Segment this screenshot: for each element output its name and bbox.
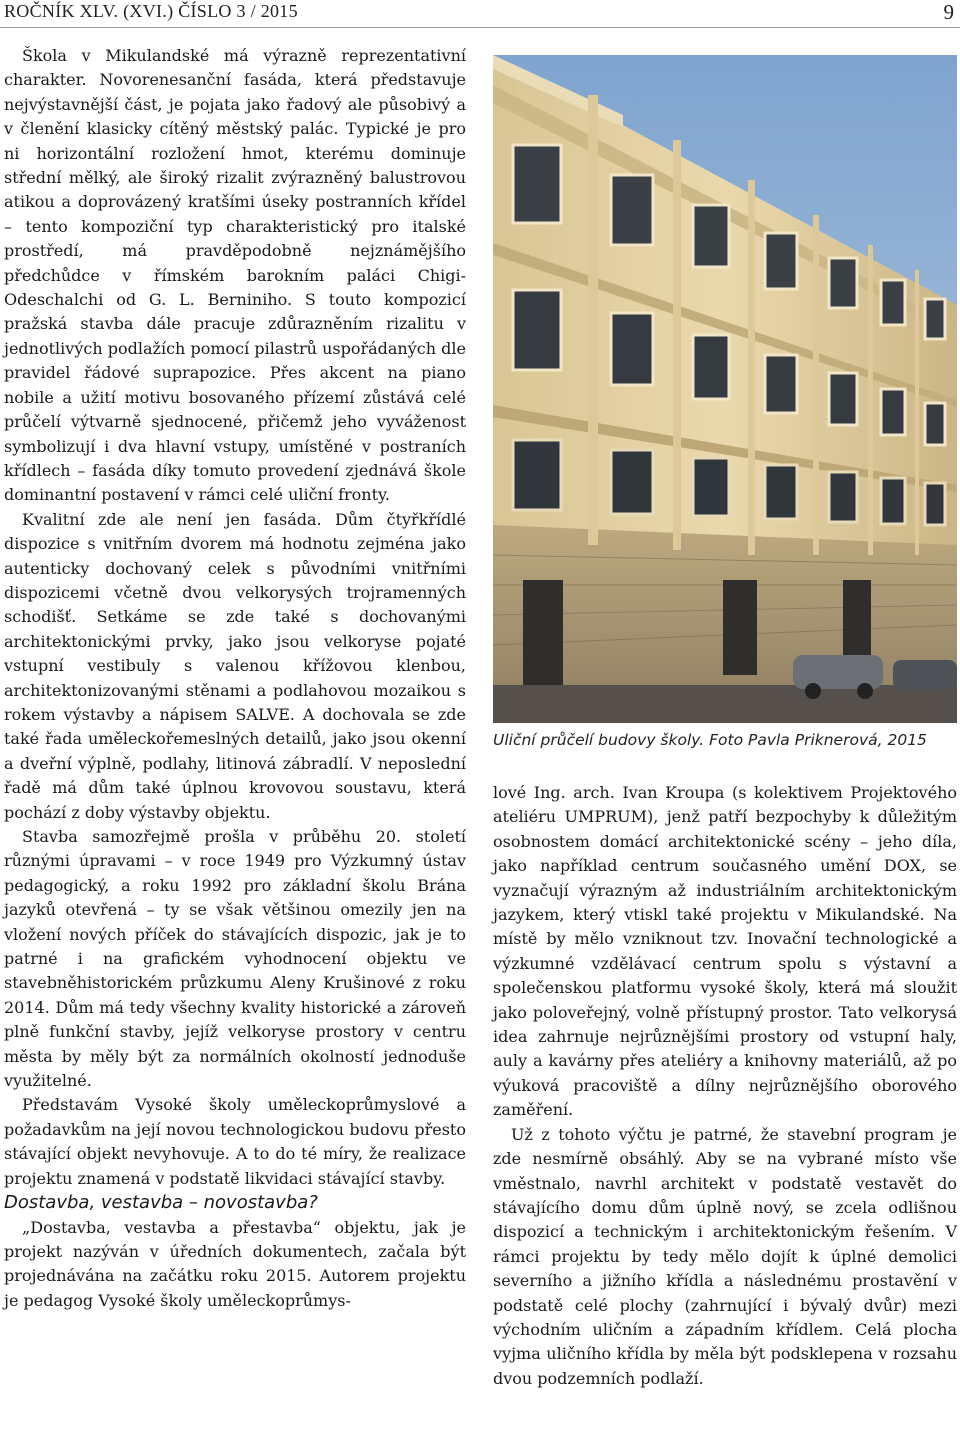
paragraph: „Dostavba, vestavba a přestavba“ objektu, jak je projekt nazýván v úředních dokumentech, začala být projednávána na začátku roku 2015. Autorem projektu je pedagog Vysoké školy uměleckoprůmys- <box>4 1217 466 1310</box>
paragraph: Škola v Mikulandské má výrazně reprezentativní charakter. Novorenesanční fasáda, která představuje nejvýstavnější část, je pojata jako řadový ale působivý a v členění klasicky cítěný městský palác. Typické je pro ni horizontální rozložení hmot, kterému dominuje střední mělký, ale široký rizalit zvýrazněný balustrovou atikou a doprovázený kratšími úseky postranních křídel – tento kompoziční typ charakteristický pro italské prostředí, má pravděpodobně nejznámějšího předchůdce v římském barokním paláci Chigi-Odeschalchi od G. L. Berniniho. S touto kompozicí pražská stavba dále pracuje zdůrazněním rizalitu v jednotlivých podlažích pomocí pilastrů uspořádaných dle pravidel řádové suprapozice. Přes akcent na piano nobile a užití motivu bosovaného přízemí zůstává celé průčelí výtvarně sjednocené, přičemž jeho vyváženost symbolizují i dva hlavní vstupy, umístěné v postraních křídlech – fasáda díky tomuto provedení zjednává škole dominantní postavení v rámci celé uliční fronty. <box>4 46 466 505</box>
running-header <box>0 0 960 24</box>
photo-caption: Uliční průčelí budovy školy. Foto Pavla Priknerová, 2015 <box>493 731 927 749</box>
paragraph: Už z tohoto výčtu je patrné, že stavební program je zde nesmírně obsáhlý. Aby se na vybrané místo vše vměstnalo, navrhl architekt v podstatě vestavět do stávajícího domu dům úplně nový, se zcela odlišnou dispozicí a technickým i architektonickým řešením. V rámci projektu by tedy mělo dojít k úplné demolici severního a jižního křídla a následnému prostavění v podstatě celé plochy (zahrnující i bývalý dvůr) mezi východním uličním a západním křídlem. Celá plocha vyjma uličního křídla by měla být podsklepena v rozsahu dvou podzemních podlaží. <box>493 1124 957 1388</box>
section-subheading: Dostavba, vestavba – novostavba? <box>4 1192 318 1214</box>
paragraph: Kvalitní zde ale není jen fasáda. Dům čtyřkřídlé dispozice s vnitřním dvorem má hodnotu zejména jako autenticky dochovaný celek s původními vnitřními dispozicemi včetně dvou velkorysých trojramenných schodišť. Setkáme se zde také s dochovanými architektonickými prvky, jako jsou velkoryse pojaté vstupní vestibuly s valenou křížovou klenbou, architektonizovanými stěnami a podlahovou mozaikou s rokem výstavby a nápisem SALVE. A dochovala se zde také řada uměleckořemeslných detailů, jako jsou okenní a dveřní výplně, podlahy, litinová zábradlí. V neposlední řadě má dům také úplnou krovovou soustavu, která pochází z doby výstavby objektu. <box>4 509 466 822</box>
paragraph: Představám Vysoké školy uměleckoprůmyslové a požadavkům na její novou technologickou budovu přesto stávající objekt nevyhovuje. A to do té míry, že realizace projektu znamená v podstatě likvidaci stávající stavby. <box>4 1095 466 1188</box>
paragraph: lové Ing. arch. Ivan Kroupa (s kolektivem Projektového ateliéru UMPRUM), jenž patří bezpochyby k důležitým osobnostem domácí architektonické scény – jeho díla, jako například centrum současného umění DOX, se vyznačují výrazným až industriálním architektonickým jazykem, který vtiskl také projektu v Mikulandské. Na místě by mělo vzniknout tzv. Inovační technologické a výzkumné vzdělávací centrum spolu s výstavní a společenskou platformu vysoké školy, která má sloužit jako poloveřejný, volně přístupný prostor. Tato velkorysá idea zahrnuje nejrůznějšími prostory od vstupní haly, auly a kavárny přes ateliéry a knihovny materiálů, až po výuková pracoviště a dílny nejrůznějšího oborového zaměření. <box>493 783 957 1120</box>
issue-label: ROČNÍK XLV. (XVI.) ČÍSLO 3 / 2015 <box>4 1 298 21</box>
left-column <box>4 44 466 1313</box>
paragraph: Stavba samozřejmě prošla v průběhu 20. století různými úpravami – v roce 1949 pro Výzkumný ústav pedagogický, a roku 1992 pro základní školu Brána jazyků otevřená – ty se však většinou omezily jen na vložení nových příček do stávajících dispozic, jak je to patrné i na grafickém vyhodnocení objektu ve stavebněhistorickém průzkumu Aleny Krušinové z roku 2014. Dům má tedy všechny kvality historické a zároveň plně funkční stavby, jejíž velkoryse prostory v centru města by měly být za normálních okolností jednoduše využitelné. <box>4 827 466 1091</box>
header-rule <box>0 27 960 28</box>
page-number: 9 <box>943 0 954 24</box>
building-photo <box>493 55 957 723</box>
right-column <box>493 781 957 1391</box>
facade-illustration <box>493 55 957 723</box>
